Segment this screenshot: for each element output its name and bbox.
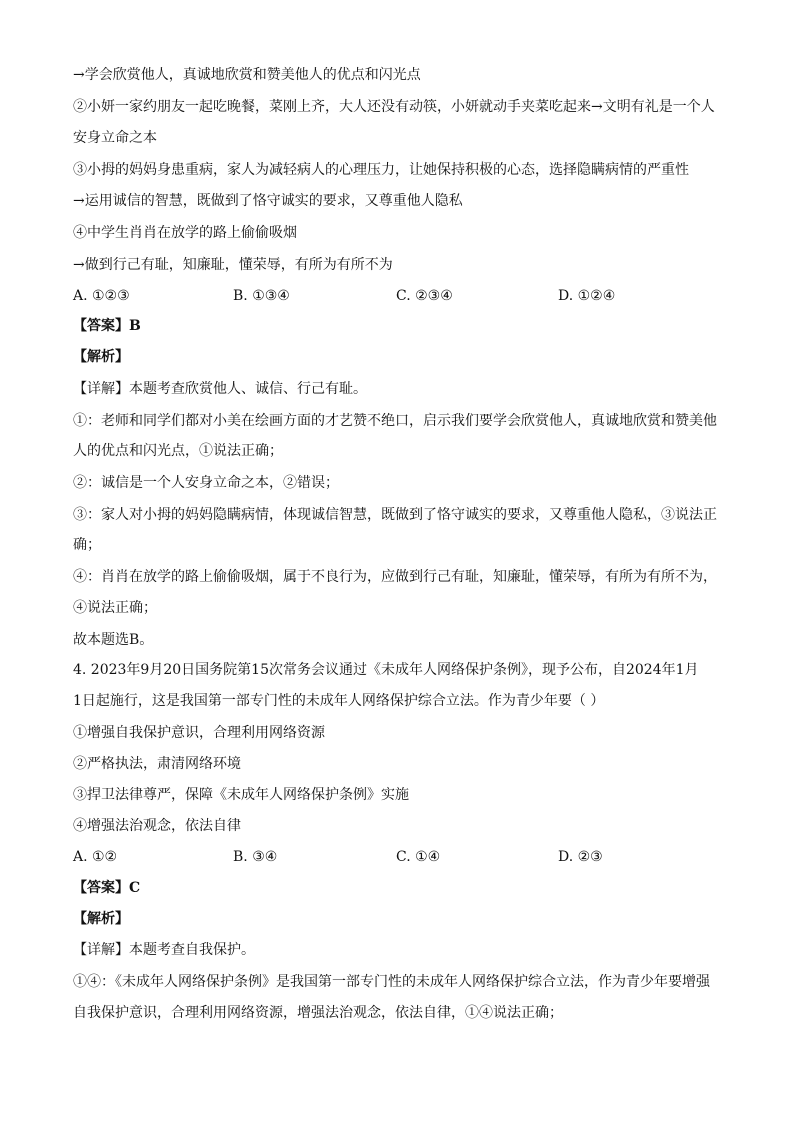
explanation-line: ③：家人对小拇的妈妈隐瞒病情，体现诚信智慧，既做到了恪守诚实的要求，又尊重他人隐私，③说法正 — [73, 507, 717, 523]
text-line: ②小妍一家约朋友一起吃晚餐，菜刚上齐，大人还没有动筷，小妍就动手夹菜吃起来→文明有礼是一个人 — [73, 99, 715, 115]
explanation-line: 确； — [73, 537, 101, 553]
question-stem: 4. 2023年9月20日国务院第15次常务会议通过《未成年人网络保护条例》，现予公布，自2024年1月 — [73, 662, 699, 678]
detail-line: 【详解】本题考查欣赏他人、诚信、行己有耻。 — [73, 381, 367, 397]
explanation-line: ④：肖肖在放学的路上偷偷吸烟，属于不良行为，应做到行己有耻，知廉耻，懂荣辱，有所为有所不为， — [73, 569, 717, 585]
answer-label: 【答案】B — [73, 318, 141, 334]
option-d: D. ①②④ — [558, 288, 616, 304]
statement-item: ④增强法治观念，依法自律 — [73, 818, 241, 834]
text-line: ④中学生肖肖在放学的路上偷偷吸烟 — [73, 225, 297, 241]
detail-line: 【详解】本题考查自我保护。 — [73, 942, 255, 958]
text-line: →运用诚信的智慧，既做到了恪守诚实的要求，又尊重他人隐私 — [73, 193, 463, 209]
option-b: B. ③④ — [233, 849, 278, 865]
option-b: B. ①③④ — [233, 288, 290, 304]
text-line: 安身立命之本 — [73, 130, 157, 146]
answer-label: 【答案】C — [73, 880, 141, 896]
option-c: C. ②③④ — [396, 288, 453, 304]
explanation-line: 自我保护意识，合理利用网络资源，增强法治观念，依法自律，①④说法正确； — [73, 1005, 563, 1021]
statement-item: ③捍卫法律尊严，保障《未成年人网络保护条例》实施 — [73, 787, 409, 803]
option-a: A. ①②③ — [73, 288, 130, 304]
statement-item: ②严格执法，肃清网络环境 — [73, 756, 241, 772]
text-line: →学会欣赏他人，真诚地欣赏和赞美他人的优点和闪光点 — [73, 67, 421, 83]
text-line: ③小拇的妈妈身患重病，家人为减轻病人的心理压力，让她保持积极的心态，选择隐瞒病情的严重性 — [73, 162, 689, 178]
explanation-line: ①④：《未成年人网络保护条例》是我国第一部专门性的未成年人网络保护综合立法，作为青少年要增强 — [73, 974, 710, 990]
analysis-label: 【解析】 — [73, 911, 129, 927]
option-c: C. ①④ — [396, 849, 441, 865]
statement-item: ①增强自我保护意识，合理利用网络资源 — [73, 725, 325, 741]
explanation-line: ④说法正确； — [73, 600, 157, 616]
conclusion-line: 故本题选B。 — [73, 632, 154, 648]
option-a: A. ①② — [73, 849, 118, 865]
analysis-label: 【解析】 — [73, 349, 129, 365]
explanation-line: 人的优点和闪光点，①说法正确； — [73, 443, 283, 459]
option-d: D. ②③ — [558, 849, 603, 865]
explanation-line: ②：诚信是一个人安身立命之本，②错误； — [73, 475, 339, 491]
question-stem: 1日起施行，这是我国第一部专门性的未成年人网络保护综合立法。作为青少年要（ ） — [73, 693, 605, 709]
explanation-line: ①：老师和同学们都对小美在绘画方面的才艺赞不绝口，启示我们要学会欣赏他人，真诚地欣赏和赞美他 — [73, 413, 717, 429]
text-line: →做到行己有耻，知廉耻，懂荣辱，有所为有所不为 — [73, 257, 393, 273]
